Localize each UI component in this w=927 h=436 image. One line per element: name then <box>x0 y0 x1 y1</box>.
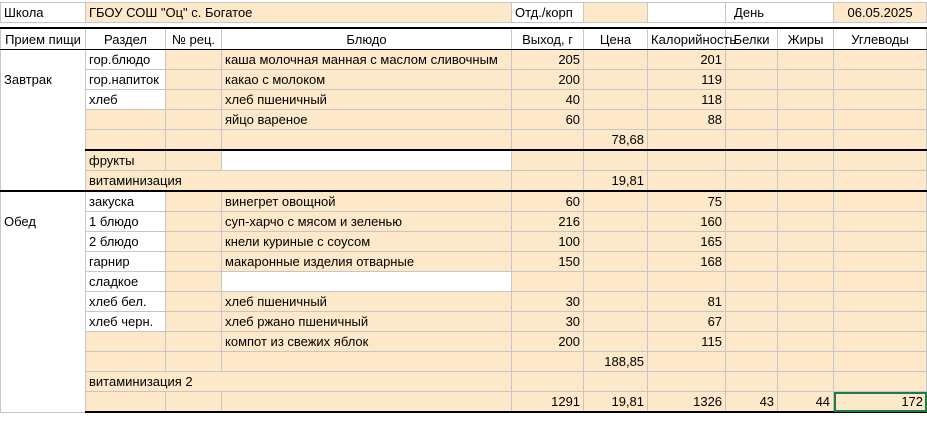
table-row <box>1 292 927 312</box>
price-cell[interactable]: 188,85 <box>584 352 648 372</box>
col-header-fat: Жиры <box>778 28 834 50</box>
fat-cell[interactable] <box>778 372 834 392</box>
yield-cell[interactable]: 200 <box>512 70 584 90</box>
table-row <box>1 130 927 151</box>
empty-cell <box>648 3 726 23</box>
section-cell[interactable]: хлеб бел. <box>86 292 166 312</box>
dish-cell[interactable]: кнели куриные с соусом <box>222 232 512 252</box>
carbs-cell[interactable] <box>834 332 927 352</box>
dish-cell[interactable] <box>222 272 512 292</box>
fat-cell[interactable] <box>778 312 834 332</box>
table-row <box>1 352 927 372</box>
col-header-carbs: Углеводы <box>834 28 927 50</box>
fat-cell[interactable] <box>778 272 834 292</box>
carbs-cell[interactable] <box>834 272 927 292</box>
yield-cell[interactable]: 1291 <box>512 392 584 413</box>
lunch-section <box>1 191 927 412</box>
recipe-cell[interactable] <box>166 110 222 130</box>
protein-cell[interactable] <box>726 272 778 292</box>
table-row <box>1 312 927 332</box>
section-cell[interactable]: фрукты <box>86 150 166 171</box>
col-header-dish: Блюдо <box>222 28 512 50</box>
calories-cell[interactable] <box>648 272 726 292</box>
calories-cell[interactable]: 119 <box>648 70 726 90</box>
table-row <box>1 50 927 70</box>
protein-cell[interactable] <box>726 90 778 110</box>
protein-cell[interactable] <box>726 50 778 70</box>
protein-cell[interactable] <box>726 232 778 252</box>
calories-cell[interactable]: 88 <box>648 110 726 130</box>
protein-cell[interactable] <box>726 292 778 312</box>
recipe-cell[interactable] <box>166 212 222 232</box>
yield-cell[interactable]: 150 <box>512 252 584 272</box>
section-cell[interactable] <box>86 352 166 372</box>
breakfast-section <box>1 50 927 192</box>
calories-cell[interactable]: 81 <box>648 292 726 312</box>
protein-cell[interactable] <box>726 332 778 352</box>
section-cell[interactable]: гор.напиток <box>86 70 166 90</box>
price-cell[interactable] <box>584 50 648 70</box>
price-cell[interactable] <box>584 70 648 90</box>
section-cell[interactable]: витаминизация <box>86 171 512 192</box>
header-info-row <box>1 3 927 23</box>
price-cell[interactable] <box>584 232 648 252</box>
table-row <box>1 150 927 171</box>
table-row <box>1 252 927 272</box>
price-cell[interactable] <box>584 252 648 272</box>
calories-cell[interactable] <box>648 372 726 392</box>
menu-spreadsheet <box>0 2 927 413</box>
col-header-meal: Прием пищи <box>1 28 86 50</box>
price-cell[interactable] <box>584 191 648 212</box>
calories-cell[interactable]: 118 <box>648 90 726 110</box>
fat-cell[interactable] <box>778 252 834 272</box>
school-label: Школа <box>1 3 86 23</box>
carbs-cell[interactable] <box>834 70 927 90</box>
table-row <box>1 110 927 130</box>
table-row <box>1 332 927 352</box>
calories-cell[interactable]: 67 <box>648 312 726 332</box>
price-cell[interactable] <box>584 110 648 130</box>
section-cell[interactable]: закуска <box>86 191 166 212</box>
calories-cell[interactable] <box>648 171 726 192</box>
recipe-cell[interactable] <box>166 272 222 292</box>
calories-cell[interactable]: 160 <box>648 212 726 232</box>
table-row <box>1 191 927 212</box>
protein-cell[interactable] <box>726 212 778 232</box>
protein-cell[interactable] <box>726 352 778 372</box>
fat-cell[interactable] <box>778 70 834 90</box>
recipe-cell[interactable] <box>166 332 222 352</box>
price-cell[interactable] <box>584 332 648 352</box>
price-cell[interactable] <box>584 150 648 171</box>
yield-cell[interactable]: 100 <box>512 232 584 252</box>
carbs-cell[interactable]: 172 <box>834 392 927 413</box>
section-cell[interactable]: 1 блюдо <box>86 212 166 232</box>
price-cell[interactable] <box>584 90 648 110</box>
dish-cell[interactable]: хлеб пшеничный <box>222 90 512 110</box>
calories-cell[interactable]: 115 <box>648 332 726 352</box>
carbs-cell[interactable] <box>834 352 927 372</box>
dish-cell[interactable]: винегрет овощной <box>222 191 512 212</box>
protein-cell[interactable] <box>726 372 778 392</box>
section-cell[interactable] <box>86 392 166 413</box>
fat-cell[interactable] <box>778 232 834 252</box>
table-row <box>1 392 927 413</box>
meal-name-cell[interactable]: Обед <box>1 191 86 412</box>
col-header-yield: Выход, г <box>512 28 584 50</box>
yield-cell[interactable]: 205 <box>512 50 584 70</box>
calories-cell[interactable]: 1326 <box>648 392 726 413</box>
recipe-cell[interactable] <box>166 252 222 272</box>
meal-name-cell[interactable]: Завтрак <box>1 50 86 192</box>
protein-cell[interactable] <box>726 150 778 171</box>
dish-cell[interactable]: каша молочная манная с маслом сливочным <box>222 50 512 70</box>
table-row <box>1 232 927 252</box>
carbs-cell[interactable] <box>834 110 927 130</box>
carbs-cell[interactable] <box>834 292 927 312</box>
protein-cell[interactable] <box>726 252 778 272</box>
yield-cell[interactable] <box>512 150 584 171</box>
table-row <box>1 70 927 90</box>
table-row <box>1 272 927 292</box>
dish-cell[interactable]: макаронные изделия отварные <box>222 252 512 272</box>
section-cell[interactable]: гарнир <box>86 252 166 272</box>
yield-cell[interactable]: 60 <box>512 191 584 212</box>
section-cell[interactable]: хлеб черн. <box>86 312 166 332</box>
recipe-cell[interactable] <box>166 292 222 312</box>
price-cell[interactable]: 19,81 <box>584 171 648 192</box>
section-cell[interactable]: гор.блюдо <box>86 50 166 70</box>
price-cell[interactable] <box>584 312 648 332</box>
calories-cell[interactable]: 75 <box>648 191 726 212</box>
protein-cell[interactable]: 43 <box>726 392 778 413</box>
recipe-cell[interactable] <box>166 352 222 372</box>
yield-cell[interactable]: 60 <box>512 110 584 130</box>
fat-cell[interactable] <box>778 332 834 352</box>
dish-cell[interactable] <box>222 392 512 413</box>
recipe-cell[interactable] <box>166 70 222 90</box>
fat-cell[interactable] <box>778 292 834 312</box>
fat-cell[interactable] <box>778 150 834 171</box>
recipe-cell[interactable] <box>166 191 222 212</box>
yield-cell[interactable]: 30 <box>512 312 584 332</box>
section-cell[interactable] <box>86 110 166 130</box>
dish-cell[interactable]: яйцо вареное <box>222 110 512 130</box>
price-cell[interactable]: 19,81 <box>584 392 648 413</box>
dish-cell[interactable] <box>222 130 512 151</box>
dept-value-cell[interactable] <box>584 3 648 23</box>
fat-cell[interactable] <box>778 50 834 70</box>
fat-cell[interactable] <box>778 130 834 151</box>
yield-cell[interactable] <box>512 372 584 392</box>
fat-cell[interactable] <box>778 191 834 212</box>
yield-cell[interactable]: 200 <box>512 332 584 352</box>
calories-cell[interactable] <box>648 130 726 151</box>
carbs-cell[interactable] <box>834 130 927 151</box>
table-row <box>1 372 927 392</box>
protein-cell[interactable] <box>726 70 778 90</box>
section-cell[interactable] <box>86 130 166 151</box>
protein-cell[interactable] <box>726 110 778 130</box>
col-header-section: Раздел <box>86 28 166 50</box>
recipe-cell[interactable] <box>166 312 222 332</box>
dish-cell[interactable] <box>222 150 512 171</box>
school-value-cell[interactable]: ГБОУ СОШ "Оц" с. Богатое <box>86 3 512 23</box>
col-header-recipe: № рец. <box>166 28 222 50</box>
dish-cell[interactable]: суп-харчо с мясом и зеленью <box>222 212 512 232</box>
yield-cell[interactable] <box>512 352 584 372</box>
protein-cell[interactable] <box>726 130 778 151</box>
table-row <box>1 90 927 110</box>
recipe-cell[interactable] <box>166 232 222 252</box>
price-cell[interactable] <box>584 212 648 232</box>
carbs-cell[interactable] <box>834 232 927 252</box>
carbs-cell[interactable] <box>834 90 927 110</box>
carbs-cell[interactable] <box>834 191 927 212</box>
recipe-cell[interactable] <box>166 392 222 413</box>
yield-cell[interactable]: 40 <box>512 90 584 110</box>
carbs-cell[interactable] <box>834 50 927 70</box>
yield-cell[interactable]: 216 <box>512 212 584 232</box>
dept-label: Отд./корп <box>512 3 584 23</box>
section-cell[interactable] <box>86 332 166 352</box>
day-label: День <box>726 3 834 23</box>
dish-cell[interactable] <box>222 352 512 372</box>
yield-cell[interactable] <box>512 171 584 192</box>
recipe-cell[interactable] <box>166 130 222 151</box>
table-row <box>1 212 927 232</box>
recipe-cell[interactable] <box>166 90 222 110</box>
column-header-row <box>1 28 927 50</box>
fat-cell[interactable] <box>778 110 834 130</box>
protein-cell[interactable] <box>726 191 778 212</box>
recipe-cell[interactable] <box>166 50 222 70</box>
section-cell[interactable]: сладкое <box>86 272 166 292</box>
yield-cell[interactable] <box>512 130 584 151</box>
carbs-cell[interactable] <box>834 150 927 171</box>
price-cell[interactable]: 78,68 <box>584 130 648 151</box>
dish-cell[interactable]: хлеб ржано пшеничный <box>222 312 512 332</box>
calories-cell[interactable]: 165 <box>648 232 726 252</box>
section-cell[interactable]: витаминизация 2 <box>86 372 512 392</box>
fat-cell[interactable]: 44 <box>778 392 834 413</box>
carbs-cell[interactable] <box>834 212 927 232</box>
col-header-price: Цена <box>584 28 648 50</box>
fat-cell[interactable] <box>778 212 834 232</box>
table-row <box>1 171 927 192</box>
fat-cell[interactable] <box>778 352 834 372</box>
price-cell[interactable] <box>584 292 648 312</box>
carbs-cell[interactable] <box>834 171 927 192</box>
section-cell[interactable]: 2 блюдо <box>86 232 166 252</box>
col-header-protein: Белки <box>726 28 778 50</box>
yield-cell[interactable] <box>512 272 584 292</box>
dish-cell[interactable]: компот из свежих яблок <box>222 332 512 352</box>
price-cell[interactable] <box>584 372 648 392</box>
calories-cell[interactable] <box>648 150 726 171</box>
section-cell[interactable]: хлеб <box>86 90 166 110</box>
dish-cell[interactable]: какао с молоком <box>222 70 512 90</box>
carbs-cell[interactable] <box>834 372 927 392</box>
col-header-calories: Калорийность <box>648 28 726 50</box>
protein-cell[interactable] <box>726 312 778 332</box>
recipe-cell[interactable] <box>166 150 222 171</box>
fat-cell[interactable] <box>778 90 834 110</box>
yield-cell[interactable]: 30 <box>512 292 584 312</box>
day-value-cell[interactable]: 06.05.2025 <box>834 3 927 23</box>
protein-cell[interactable] <box>726 171 778 192</box>
calories-cell[interactable] <box>648 352 726 372</box>
carbs-cell[interactable] <box>834 252 927 272</box>
calories-cell[interactable]: 201 <box>648 50 726 70</box>
fat-cell[interactable] <box>778 171 834 192</box>
calories-cell[interactable]: 168 <box>648 252 726 272</box>
price-cell[interactable] <box>584 272 648 292</box>
carbs-cell[interactable] <box>834 312 927 332</box>
dish-cell[interactable]: хлеб пшеничный <box>222 292 512 312</box>
